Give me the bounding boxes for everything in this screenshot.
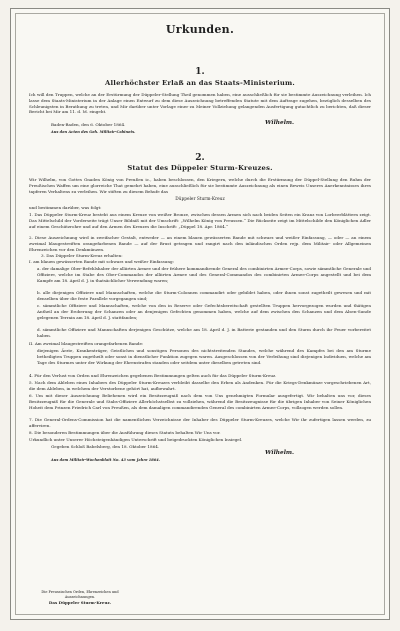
page-footer — [35, 590, 125, 605]
footer-line1: Die Preussischen Orden, Ehrenzeichen und Auszeichnungen. — [41, 590, 119, 599]
section2-p3-c: c. sämmtliche Offiziere und Mannschaften, welche von den in Reserve oder Gefechtsbereitschaft gestellten Truppen hervorgezogen wurden und thätigen Antheil an der Eroberung der Schanzen oder an denjenigen Gefechten genommen haben, welche auf dem zwischen den Schanzen und dem Alsen-Sunde gelegenen Terrain am 18. April d. J. stattfanden; — [37, 303, 371, 320]
section2-p3-II: II. Am zweimal blaugestreiften orangefarbenen Bande: — [29, 341, 144, 346]
section2-p3: 3. Das Düppeler Sturm-Kreuz erhalten: — [41, 253, 123, 258]
section1-signature: Wilhelm. — [265, 120, 295, 126]
section2-p3-a: a. der damalige Ober-Befehlshaber der alliirten Armee und der frühere kommandirende General des combinirten Armee-Corps, sowie sämmtliche Generale und Offiziere, welche im Stabe des Ober-Commandos der alliirten Armee und des General-Commandos des combinirten Armee-Corps angestellt und bei dem Kampfe am 18. April d. J. in thatsächlicher Verwendung waren; — [37, 266, 371, 283]
section1-place-date: Baden-Baden, den 6. Oktober 1864. — [51, 122, 126, 127]
section2-title: Statut des Düppeler Sturm-Kreuzes. — [127, 164, 273, 172]
section1-source: Aus den Acten des Geh. Militair-Cabinets. — [51, 130, 136, 134]
footer-line2: Das Düppeler Sturm-Kreuz. — [48, 600, 112, 605]
section2-intro: Wir Wilhelm, von Gottes Gnaden König von Preußen ic., haben beschlossen, den Kriegern, welche durch die Erstürmung der Düppel-Stellung den Ruhm der Preußischen Waffen um eine glorreiche That gemehrt haben, eine ausschließlich für sie bestimmte Auszeichnung als einen Beweis Unseres Anerkenntnisses ihres tapferen Verhaltens zu verleihen. Wir stiften zu diesem Behufe das — [29, 177, 371, 194]
section1-paragraph: Ich will den Truppen, welche an der Erstürmung der Düppeler-Stellung Theil genommen haben, eine ausschließlich für sie bestimmte Auszeichnung verleihen. Ich lasse dem Staats-Ministerium in der Anlage einen Entwurf zu dem diese Auszeichnung betreffenden Statute mit dem Auftrage zugehen, bezüglich desselben des Schleunigsten in Berathung zu treten, und Mir darüber unter Vorlage einer zu Meiner Vollziehung gelangenden Ausfertigung gutachtlich zu berichten, daß dieser Bericht bei Mir am 11. d. M. eingeht. — [29, 92, 371, 115]
section2-p6: 6. Um mit dieser Auszeichnung Beliehenen wird ein Besitzzeugniß nach dem von Uns genehmigten Formular ausgefertigt. Wir behalten uns vor, dieses Besitzzeugniß für die Generale und Stabs-Offiziere Allerhöchstselbst zu vollziehen, während die Besitzzeugnisse für die übrigen Inhaber von Seiner Königlichen Hoheit dem Prinzen Friedrich Carl von Preußen, als dem damaligen commandirenden General des combinirten Armee-Corps, vollzogen werden sollen. — [29, 393, 371, 410]
section2-p4: 4. Für den Verlust von Orden und Ehrenzeichen gegebenen Bestimmungen gelten auch für das Düppeler Sturm-Kreuz. — [29, 373, 277, 378]
section2-p3-d: d. sämmtliche Offiziere und Mannschaften derjenigen Geschütze, welche am 18. April d. J. in Batterie gestanden und den Sturm durch ihr Feuer vorbereitet haben. — [37, 327, 371, 338]
section2-number: 2. — [195, 153, 205, 163]
section2-bestimmen: und bestimmen darüber, was folgt: — [29, 205, 102, 210]
page-heading: Urkunden. — [165, 23, 235, 36]
section2-signature: Wilhelm. — [265, 450, 295, 456]
section2-p3-b: b. alle diejenigen Offiziere und Mannschaften, welche die Sturm-Colonnen commandirt oder gebildet haben, oder ihnen sonst zugetheilt gewesen und mit denselben über die feste Parallele vorgegangen sind; — [37, 290, 371, 301]
section2-source: Aus dem Militair-Wochenblatt No. 43 vom Jahre 1864. — [51, 458, 160, 462]
section2-p5: 5. Nach dem Ableben eines Inhabers des Düppeler Sturm-Kreuzes verbleibt dasselbe den Erben als Andenken. Für die Kriegs-Denkmünze vorgeschriebenen Art, die dem Ableben, in welchem der Verstorbene gehört hat, aufbewahrt. — [29, 380, 371, 391]
section2-p7: 7. Die General-Ordens-Commission hat die namentlichen Verzeichnisse der Inhaber des Düppeler Sturm-Kreuzes, welche Wir ihr zufertigen lassen werden, zu afferviren. — [29, 417, 371, 428]
section2-p1: 1. Das Düppeler Sturm-Kreuz besteht aus einem Kreuze von weißer Bronze, zwischen dessen Armen sich nach beiden Seiten ein Kranz von Lorbeerblättern zeigt. Das Mittelschild der Vorderseite trägt Unser Bildniß mit der Umschrift: „Wilhelm König von Preussen.“ Die Rückseite zeigt im Mittelschilde den Königlichen Adler auf einem Geschützrohre und auf den Armen des Kreuzes die Inschrift: „Düppel 18. Apr. 1864.“ — [29, 212, 371, 229]
section2-p2: 2. Diese Auszeichnung wird in zweifacher Gestalt, entweder — an einem blauen gewässerten Bande mit schwarz und weißer Einfassung, — oder — an einem zweimal blaugestreiften orangefarbenen Bande — auf der Brust getragen und rangirt nach den inländischen Orden rejp. dem Militair- oder Allgemeinen Ehrenzeichen vor den Denkmünzen. — [29, 235, 371, 252]
section2-medal-name: Düppeler Sturm-Kreuz — [175, 197, 225, 202]
section2-place-date: Gegeben Schloß Babelsberg, den 18. Oktober 1864. — [51, 444, 160, 449]
document-page — [10, 8, 390, 620]
section2-p8: 8. Die besonderen Bestimmungen über die Ausführung dieses Statuts behalten Wir Uns vor. — [29, 430, 221, 435]
section1-number: 1. — [195, 67, 205, 77]
section2-p3-I: I. am blauen gewässerten Bande mit schwarz und weißer Einfassung: — [29, 259, 174, 264]
section2-closing: Urkundlich unter Unserer Höchsteigenhändigen Unterschrift und beigedruckten Königlichen Insiegel. — [29, 437, 243, 442]
section2-p3-II-text: diejenigen Ärzte, Krankenträger, Geistlichen und sonstigen Personen des nichtstreitenden Standes, welche während des Kampfes bei den am Sturme betheiligten Truppen zugetheilt oder sonst in dienstlicher Funktion zugegen waren. Ausgeschlossen von der Verleihung sind diejenigen Individuen, welche am Tage des Sturmes unter der Wirkung der Ehrenstrafen standen oder seitdem unter dieselben getreten sind. — [37, 348, 371, 365]
section1-title: Allerhöchster Erlaß an das Staats-Ministerium. — [105, 79, 295, 87]
